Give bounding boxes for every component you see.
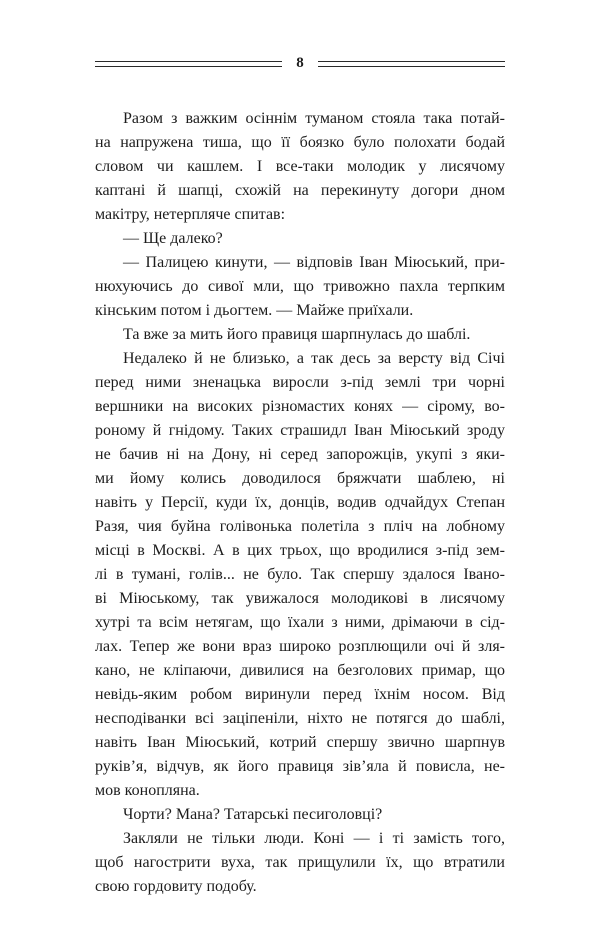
text-line: роному й гнідому. Таких страшидл Іван Міюський зроду [95,422,505,439]
paragraph [95,323,505,347]
text-line: місці в Москві. А в цих трьох, що вродилися з-під зем- [95,542,505,559]
header-rule-right [318,61,505,67]
paragraph [95,803,505,827]
paragraph [95,251,505,323]
text-line: навіть Іван Міюський, котрий спершу звично шарпнув [95,734,505,751]
page-header [95,56,505,71]
text-line: руків’я, відчув, як його правиця зів’яла й повисла, не- [95,758,505,775]
text-line: невідь-яким робом виринули перед їхнім носом. Від [95,686,505,703]
text-line: вершники на високих різномастих конях — сірому, во- [95,398,505,415]
text-line: навіть у Персії, куди їх, донців, водив одчайдух Степан [95,494,505,511]
text-line: нюхуючись до сивої мли, що тривожно пахла терпким [95,278,505,295]
text-line: перед ними зненацька виросли з-під землі три чорні [95,374,505,391]
text-line: — Палицею кинути, — відповів Іван Міюський, при- [123,254,505,271]
text-line: кінським потом і дьогтем. — Майже приїхали. [95,302,414,319]
text-line: Разя, чия буйна голівонька полетіла з пліч на лобному [95,518,505,535]
text-line: — Ще далеко? [123,230,223,247]
text-line: Чорти? Мана? Татарські песиголовці? [123,806,383,823]
text-line: несподіванки всі заціпеніли, ніхто не потягся до шаблі, [95,710,505,727]
text-line: свою гордовиту подобу. [95,878,257,895]
text-body [95,107,505,899]
paragraph [95,827,505,899]
page-number: 8 [296,55,304,71]
text-line: Разом з важким осіннім туманом стояла така потай- [123,110,505,127]
text-line: каптані й шапці, схожій на перекинуту догори дном [95,182,505,199]
text-line: Закляли не тільки люди. Коні — і ті замість того, [123,830,505,847]
text-line: ві Міюському, так увижалося молодикові в лисячому [95,590,505,607]
paragraph [95,107,505,227]
text-line: лі в тумані, голів... не було. Так спершу здалося Івано- [95,566,505,583]
text-line: Та вже за мить його правиця шарпнулась до шаблі. [123,326,471,343]
paragraph [95,347,505,803]
header-rule-left [95,61,282,67]
text-line: мов конопляна. [95,782,200,799]
text-line: Недалеко й не близько, а так десь за версту від Січі [123,350,505,367]
text-line: на напружена тиша, що її боязко було полохати бодай [95,134,505,151]
text-line: не бачив ні на Дону, ні серед запорожців, укупі з яки- [95,446,505,463]
text-line: хутрі та всім нетягам, що їхали з ними, дрімаючи в сід- [95,614,505,631]
text-line: лах. Тепер же вони враз широко розплющили очі й зля- [95,638,505,655]
paragraph [95,227,505,251]
text-line: кано, не кліпаючи, дивилися на безголових примар, що [95,662,505,679]
text-line: щоб нагострити вуха, так прищулили їх, що втратили [95,854,505,871]
text-line: ми йому колись доводилося бряжчати шаблею, ні [95,470,505,487]
text-line: словом чи кашлем. І все-таки молодик у лисячому [95,158,505,175]
text-line: макітру, нетерпляче спитав: [95,206,286,223]
